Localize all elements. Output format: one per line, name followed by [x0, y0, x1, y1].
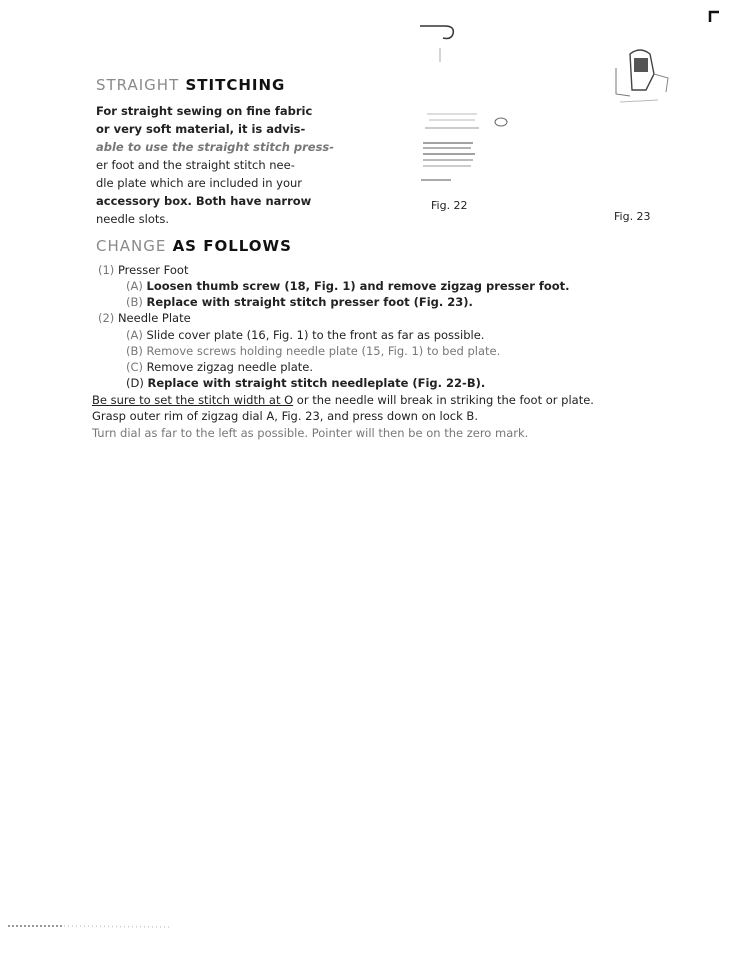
step-number: (2) — [98, 311, 115, 325]
paragraph-line: able to use the straight stitch press- — [96, 140, 335, 154]
heading-bold-word: STITCHING — [185, 76, 286, 94]
paragraph-line: er foot and the straight stitch nee- — [96, 158, 295, 172]
step-text: Slide cover plate (16, Fig. 1) to the front as far as possible. — [146, 328, 485, 342]
step-title: Presser Foot — [117, 263, 189, 277]
note-underlined-text: Be sure to set the stitch width at O — [92, 393, 294, 407]
fig23-presser-foot-drawing — [610, 44, 680, 124]
fig23-caption: Fig. 23 — [614, 210, 651, 223]
paragraph-line: or very soft material, it is advis- — [96, 122, 306, 136]
fig22-caption: Fig. 22 — [431, 199, 468, 212]
paragraph-line: accessory box. Both have narrow — [96, 194, 312, 208]
step-2b — [126, 343, 500, 359]
step-marker: (B) — [126, 344, 143, 358]
corner-mark-icon — [708, 10, 722, 24]
step-number: (1) — [98, 263, 115, 277]
step-text: Loosen thumb screw (18, Fig. 1) and remove zigzag presser foot. — [146, 279, 570, 293]
step-text: Replace with straight stitch presser foot (Fig. 23). — [146, 295, 473, 309]
note-text: Turn dial as far to the left as possible. Pointer will then be on the zero mark. — [92, 426, 529, 440]
step-marker: (C) — [126, 360, 144, 374]
step-2d — [126, 375, 485, 391]
step-text: Remove zigzag needle plate. — [146, 360, 314, 374]
step-2c — [126, 359, 313, 375]
step-text: Remove screws holding needle plate (15, Fig. 1) to bed plate. — [146, 344, 501, 358]
scan-noise-artifact — [4, 918, 174, 934]
step-1b — [126, 294, 473, 310]
step-marker: (A) — [126, 328, 143, 342]
straight-stitching-paragraph — [96, 102, 336, 228]
paragraph-line: dle plate which are included in your — [96, 176, 303, 190]
heading-faded-word: CHANGE — [96, 237, 167, 255]
note-text: or the needle will break in striking the foot or plate. — [293, 393, 594, 407]
section-heading-change-as-follows — [96, 237, 292, 255]
paragraph-line: needle slots. — [96, 212, 170, 226]
heading-faded-word: STRAIGHT — [96, 76, 180, 94]
step-marker: (A) — [126, 279, 143, 293]
step-text: Replace with straight stitch needleplate (Fig. 22-B). — [147, 376, 486, 390]
step-title: Needle Plate — [117, 311, 191, 325]
step-2a — [126, 327, 484, 343]
heading-bold-word: AS FOLLOWS — [172, 237, 292, 255]
step-2-needle-plate — [98, 310, 191, 326]
note-grasp-dial — [92, 408, 478, 424]
step-1-presser-foot — [98, 262, 188, 278]
note-stitch-width — [92, 392, 594, 408]
note-turn-dial — [92, 425, 528, 441]
section-heading-straight-stitching — [96, 76, 285, 94]
fig22-needle-plate-drawing — [415, 18, 515, 188]
step-1a — [126, 278, 570, 294]
step-marker: (D) — [126, 376, 144, 390]
paragraph-line: For straight sewing on fine fabric — [96, 104, 313, 118]
step-marker: (B) — [126, 295, 143, 309]
note-text: Grasp outer rim of zigzag dial A, Fig. 23, and press down on lock B. — [92, 409, 478, 423]
